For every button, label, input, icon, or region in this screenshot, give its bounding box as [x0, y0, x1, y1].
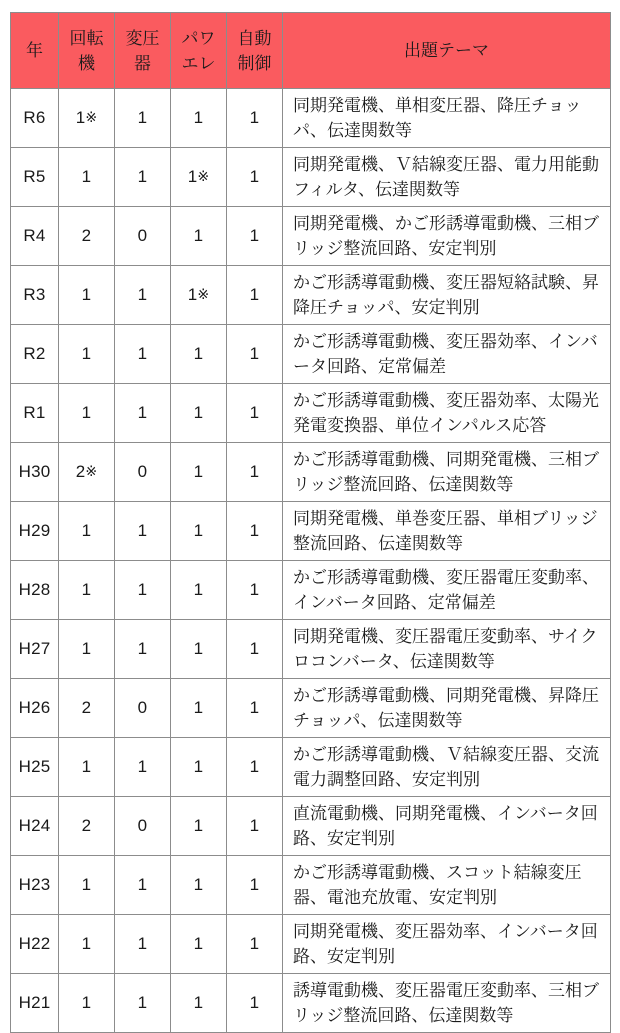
cell-rotating-machine: 1 — [59, 974, 115, 1033]
cell-year: H21 — [11, 974, 59, 1033]
cell-rotating-machine: 1 — [59, 561, 115, 620]
table-row — [11, 856, 611, 915]
cell-year: H29 — [11, 502, 59, 561]
cell-rotating-machine: 1 — [59, 266, 115, 325]
cell-exam-theme: 同期発電機、単巻変圧器、単相ブリッジ整流回路、伝達関数等 — [283, 502, 611, 561]
column-header-line: エレ — [181, 53, 216, 73]
cell-transformer: 0 — [115, 679, 171, 738]
table-row — [11, 797, 611, 856]
cell-exam-theme: かご形誘導電動機、変圧器短絡試験、昇降圧チョッパ、安定判別 — [283, 266, 611, 325]
cell-rotating-machine: 2※ — [59, 443, 115, 502]
table-row — [11, 89, 611, 148]
cell-automatic-control: 1 — [227, 679, 283, 738]
cell-power-electronics: 1 — [171, 443, 227, 502]
cell-exam-theme: 誘導電動機、変圧器電圧変動率、三相ブリッジ整流回路、伝達関数等 — [283, 974, 611, 1033]
cell-automatic-control: 1 — [227, 561, 283, 620]
cell-exam-theme: 同期発電機、かご形誘導電動機、三相ブリッジ整流回路、安定判別 — [283, 207, 611, 266]
exam-theme-table — [10, 12, 611, 1033]
table-row — [11, 148, 611, 207]
cell-power-electronics: 1 — [171, 325, 227, 384]
cell-exam-theme: 同期発電機、変圧器効率、インバータ回路、安定判別 — [283, 915, 611, 974]
column-header-power-electronics — [171, 13, 227, 89]
cell-year: H26 — [11, 679, 59, 738]
table-body — [11, 89, 611, 1033]
table-row — [11, 443, 611, 502]
cell-automatic-control: 1 — [227, 207, 283, 266]
cell-exam-theme: 同期発電機、単相変圧器、降圧チョッパ、伝達関数等 — [283, 89, 611, 148]
cell-transformer: 0 — [115, 797, 171, 856]
reference-mark-icon: ※ — [197, 286, 210, 302]
cell-exam-theme: 同期発電機、Ｖ結線変圧器、電力用能動フィルタ、伝達関数等 — [283, 148, 611, 207]
cell-rotating-machine: 2 — [59, 679, 115, 738]
column-header-line: パワ — [181, 28, 216, 48]
cell-power-electronics: 1 — [171, 89, 227, 148]
cell-automatic-control: 1 — [227, 384, 283, 443]
cell-rotating-machine: 1 — [59, 502, 115, 561]
table-row — [11, 207, 611, 266]
cell-year: H30 — [11, 443, 59, 502]
column-header-transformer — [115, 13, 171, 89]
cell-year: R6 — [11, 89, 59, 148]
cell-rotating-machine: 1※ — [59, 89, 115, 148]
cell-exam-theme: かご形誘導電動機、変圧器効率、インバータ回路、定常偏差 — [283, 325, 611, 384]
table-row — [11, 561, 611, 620]
column-header-automatic-control — [227, 13, 283, 89]
cell-exam-theme: かご形誘導電動機、変圧器電圧変動率、インバータ回路、定常偏差 — [283, 561, 611, 620]
cell-year: H24 — [11, 797, 59, 856]
column-header-line: 制御 — [237, 53, 272, 73]
cell-power-electronics: 1 — [171, 384, 227, 443]
cell-power-electronics: 1 — [171, 502, 227, 561]
column-header-line: 機 — [78, 53, 95, 73]
table-row — [11, 325, 611, 384]
cell-power-electronics: 1 — [171, 915, 227, 974]
cell-automatic-control: 1 — [227, 325, 283, 384]
column-header-line: 出題テーマ — [404, 41, 489, 60]
cell-year: H22 — [11, 915, 59, 974]
cell-transformer: 1 — [115, 502, 171, 561]
cell-power-electronics: 1 — [171, 620, 227, 679]
column-header-line: 変圧 — [125, 28, 160, 48]
table-row — [11, 915, 611, 974]
cell-year: R3 — [11, 266, 59, 325]
cell-transformer: 0 — [115, 207, 171, 266]
cell-rotating-machine: 1 — [59, 738, 115, 797]
cell-automatic-control: 1 — [227, 620, 283, 679]
column-header-line: 器 — [134, 53, 151, 73]
cell-automatic-control: 1 — [227, 974, 283, 1033]
cell-transformer: 1 — [115, 148, 171, 207]
cell-exam-theme: かご形誘導電動機、スコット結線変圧器、電池充放電、安定判別 — [283, 856, 611, 915]
table-row — [11, 266, 611, 325]
table-row — [11, 620, 611, 679]
cell-year: H23 — [11, 856, 59, 915]
cell-exam-theme: 同期発電機、変圧器電圧変動率、サイクロコンバータ、伝達関数等 — [283, 620, 611, 679]
table-row — [11, 738, 611, 797]
reference-mark-icon: ※ — [85, 463, 98, 479]
cell-exam-theme: かご形誘導電動機、同期発電機、三相ブリッジ整流回路、伝達関数等 — [283, 443, 611, 502]
cell-exam-theme: かご形誘導電動機、同期発電機、昇降圧チョッパ、伝達関数等 — [283, 679, 611, 738]
column-header-line: 年 — [26, 41, 43, 60]
cell-rotating-machine: 1 — [59, 856, 115, 915]
table-row — [11, 384, 611, 443]
cell-rotating-machine: 1 — [59, 148, 115, 207]
cell-transformer: 1 — [115, 561, 171, 620]
table-row — [11, 502, 611, 561]
cell-power-electronics: 1 — [171, 856, 227, 915]
column-header-line: 回転 — [69, 28, 104, 48]
cell-transformer: 0 — [115, 443, 171, 502]
table-row — [11, 679, 611, 738]
cell-year: H25 — [11, 738, 59, 797]
cell-automatic-control: 1 — [227, 738, 283, 797]
cell-year: H28 — [11, 561, 59, 620]
column-header-line: 自動 — [237, 28, 272, 48]
cell-exam-theme: かご形誘導電動機、Ｖ結線変圧器、交流電力調整回路、安定判別 — [283, 738, 611, 797]
cell-transformer: 1 — [115, 738, 171, 797]
cell-automatic-control: 1 — [227, 797, 283, 856]
cell-rotating-machine: 1 — [59, 325, 115, 384]
cell-year: R2 — [11, 325, 59, 384]
cell-power-electronics: 1※ — [171, 266, 227, 325]
cell-automatic-control: 1 — [227, 915, 283, 974]
cell-rotating-machine: 2 — [59, 797, 115, 856]
reference-mark-icon: ※ — [85, 109, 98, 125]
cell-exam-theme: かご形誘導電動機、変圧器効率、太陽光発電変換器、単位インパルス応答 — [283, 384, 611, 443]
cell-transformer: 1 — [115, 856, 171, 915]
cell-rotating-machine: 2 — [59, 207, 115, 266]
cell-automatic-control: 1 — [227, 856, 283, 915]
cell-power-electronics: 1 — [171, 207, 227, 266]
table-row — [11, 974, 611, 1033]
cell-power-electronics: 1 — [171, 974, 227, 1033]
cell-power-electronics: 1 — [171, 679, 227, 738]
cell-automatic-control: 1 — [227, 148, 283, 207]
cell-exam-theme: 直流電動機、同期発電機、インバータ回路、安定判別 — [283, 797, 611, 856]
column-header-year — [11, 13, 59, 89]
cell-automatic-control: 1 — [227, 266, 283, 325]
table-header-row — [11, 13, 611, 89]
cell-automatic-control: 1 — [227, 443, 283, 502]
column-header-exam-theme — [283, 13, 611, 89]
cell-automatic-control: 1 — [227, 502, 283, 561]
cell-power-electronics: 1 — [171, 561, 227, 620]
cell-year: H27 — [11, 620, 59, 679]
cell-rotating-machine: 1 — [59, 915, 115, 974]
cell-automatic-control: 1 — [227, 89, 283, 148]
cell-transformer: 1 — [115, 620, 171, 679]
table-header — [11, 13, 611, 89]
cell-rotating-machine: 1 — [59, 620, 115, 679]
cell-year: R5 — [11, 148, 59, 207]
cell-transformer: 1 — [115, 266, 171, 325]
cell-transformer: 1 — [115, 325, 171, 384]
cell-power-electronics: 1 — [171, 797, 227, 856]
cell-year: R1 — [11, 384, 59, 443]
cell-transformer: 1 — [115, 915, 171, 974]
cell-year: R4 — [11, 207, 59, 266]
cell-transformer: 1 — [115, 974, 171, 1033]
cell-rotating-machine: 1 — [59, 384, 115, 443]
column-header-rotating-machine — [59, 13, 115, 89]
cell-power-electronics: 1 — [171, 738, 227, 797]
cell-transformer: 1 — [115, 384, 171, 443]
cell-transformer: 1 — [115, 89, 171, 148]
reference-mark-icon: ※ — [197, 168, 210, 184]
cell-power-electronics: 1※ — [171, 148, 227, 207]
